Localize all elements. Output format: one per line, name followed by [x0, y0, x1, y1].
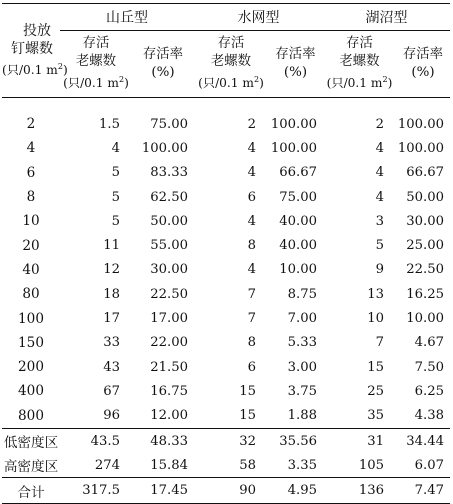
table-body	[2, 98, 450, 504]
header-line: (%)	[151, 65, 175, 80]
cell-survival-rate: 4.95	[268, 478, 323, 503]
cell-survival-count: 43	[103, 359, 120, 375]
cell-survival-rate: 16.25	[406, 286, 444, 302]
table-row	[2, 136, 450, 160]
header-line: (只/0.1 m	[63, 76, 119, 91]
cell-survival-rate: 75.00	[150, 116, 188, 132]
header-survival-count	[57, 31, 132, 98]
table-row	[2, 355, 450, 379]
row-label: 低密度区	[2, 428, 60, 453]
cell-survival-count: 7	[247, 286, 256, 302]
row-label: 8	[26, 189, 36, 206]
cell-survival-count: 9	[375, 262, 384, 278]
table-row	[2, 404, 450, 429]
cell-survival-rate: 6.07	[414, 457, 444, 473]
cell-survival-count: 6	[247, 359, 256, 375]
cell-survival-rate: 100.00	[270, 116, 317, 132]
cell-survival-count: 8	[247, 335, 256, 351]
table-row	[2, 478, 450, 503]
header-row-groups	[2, 4, 450, 31]
header-placed-snails	[2, 4, 68, 98]
header-line: 存活	[346, 36, 373, 52]
header-survival-count	[194, 31, 268, 98]
cell-survival-rate: 22.50	[406, 262, 444, 278]
cell-survival-count: 5	[375, 238, 384, 254]
row-label: 2	[26, 116, 36, 133]
header-survival-rate	[132, 31, 194, 98]
cell-survival-count: 105	[358, 457, 384, 473]
cell-survival-count: 7	[247, 311, 256, 327]
cell-survival-rate: 15.84	[150, 457, 188, 473]
table-row	[2, 282, 450, 306]
row-label: 80	[22, 286, 40, 303]
row-label: 800	[18, 407, 44, 424]
row-label: 高密度区	[3, 459, 59, 476]
cell-survival-count: 90	[194, 478, 268, 503]
survival-table	[2, 3, 450, 504]
header-line: (%)	[411, 65, 435, 80]
table-row	[2, 306, 450, 330]
header-survival-count	[323, 31, 396, 98]
cell-survival-count: 5	[111, 189, 120, 205]
header-line: 投放	[23, 22, 51, 39]
row-label: 4	[26, 140, 36, 157]
header-line: )	[387, 76, 393, 91]
cell-survival-rate: 3.00	[287, 359, 317, 375]
cell-survival-count: 15	[367, 359, 384, 375]
cell-survival-count: 67	[103, 383, 120, 399]
cell-survival-rate: 100.00	[397, 140, 444, 156]
header-line: )	[259, 76, 264, 91]
cell-survival-rate: 7.00	[287, 311, 317, 327]
table-row	[2, 428, 450, 453]
cell-survival-count: 2	[375, 116, 384, 132]
cell-survival-count: 4	[375, 165, 384, 181]
table-row	[2, 185, 450, 209]
cell-survival-count: 33	[103, 335, 120, 351]
row-label: 20	[22, 237, 40, 254]
cell-survival-count: 5	[111, 165, 120, 181]
cell-survival-rate: 83.33	[150, 165, 188, 181]
cell-survival-count: 43.5	[60, 428, 132, 453]
cell-survival-rate: 4.38	[414, 408, 444, 424]
cell-survival-rate: 55.00	[150, 238, 188, 254]
cell-survival-count: 15	[239, 383, 256, 399]
cell-survival-count: 13	[367, 286, 384, 302]
cell-survival-count: 4	[247, 165, 256, 181]
cell-survival-count: 12	[103, 262, 120, 278]
cell-survival-count: 1.5	[99, 116, 120, 132]
cell-survival-rate: 40.00	[279, 213, 317, 229]
cell-survival-count: 2	[247, 116, 256, 132]
header-line: (只/0.1 m	[326, 76, 383, 91]
cell-survival-rate: 40.00	[279, 238, 317, 254]
header-survival-rate	[268, 31, 323, 98]
header-line: 老螺数	[339, 54, 380, 70]
cell-survival-count: 15	[239, 408, 256, 424]
cell-survival-rate: 75.00	[279, 189, 317, 205]
row-label: 200	[18, 359, 44, 376]
cell-survival-rate: 1.88	[287, 408, 317, 424]
table-row	[2, 258, 450, 282]
cell-survival-rate: 7.50	[414, 359, 444, 375]
header-line: 存活	[82, 36, 110, 52]
cell-survival-rate: 30.00	[150, 262, 188, 278]
cell-survival-rate: 17.00	[150, 311, 188, 327]
header-line: (只/0.1 m	[198, 76, 254, 91]
cell-survival-rate: 6.25	[414, 383, 444, 399]
header-superscript: 2	[57, 61, 63, 71]
cell-survival-rate: 100.00	[397, 116, 444, 132]
cell-survival-rate: 100.00	[141, 140, 188, 156]
header-group-water-network: 水网型	[194, 4, 323, 31]
cell-survival-count: 18	[103, 286, 120, 302]
header-line: 钉螺数	[11, 40, 53, 57]
header-line: 存活率	[275, 47, 316, 62]
cell-survival-count: 3	[375, 213, 384, 229]
cell-survival-rate: 7.47	[396, 478, 450, 503]
header-line: )	[62, 63, 68, 78]
header-superscript: 2	[119, 75, 125, 85]
cell-survival-rate: 35.56	[268, 428, 323, 453]
header-row-subcolumns	[2, 31, 450, 98]
cell-survival-count: 32	[194, 428, 268, 453]
cell-survival-rate: 48.33	[132, 428, 194, 453]
cell-survival-count: 317.5	[60, 478, 132, 503]
row-label: 40	[22, 261, 40, 278]
cell-survival-rate: 10.00	[406, 311, 444, 327]
row-label: 400	[18, 383, 44, 400]
cell-survival-count: 5	[111, 213, 120, 229]
row-label: 150	[18, 334, 44, 351]
cell-survival-count: 7	[375, 335, 384, 351]
row-label: 6	[26, 164, 36, 181]
header-line: )	[124, 76, 129, 91]
cell-survival-count: 4	[247, 213, 256, 229]
cell-survival-count: 8	[247, 238, 256, 254]
cell-survival-count: 4	[375, 189, 384, 205]
cell-survival-rate: 3.35	[287, 457, 317, 473]
cell-survival-rate: 8.75	[287, 286, 317, 302]
cell-survival-rate: 5.33	[287, 335, 317, 351]
cell-survival-count: 58	[239, 457, 256, 473]
table-row	[2, 379, 450, 403]
cell-survival-rate: 22.50	[150, 286, 188, 302]
cell-survival-rate: 34.44	[396, 428, 450, 453]
cell-survival-rate: 66.67	[279, 165, 317, 181]
cell-survival-count: 4	[247, 140, 256, 156]
cell-survival-rate: 100.00	[270, 140, 317, 156]
cell-survival-count: 4	[375, 140, 384, 156]
header-line: 存活	[217, 36, 245, 52]
cell-survival-rate: 30.00	[406, 213, 444, 229]
header-survival-rate	[396, 31, 450, 98]
cell-survival-count: 35	[367, 408, 384, 424]
table-row	[2, 233, 450, 257]
cell-survival-rate: 16.75	[150, 383, 188, 399]
header-line: 存活率	[142, 47, 184, 62]
row-label: 100	[18, 310, 44, 327]
cell-survival-rate: 21.50	[150, 359, 188, 375]
header-line: 存活率	[402, 47, 444, 62]
header-superscript: 2	[254, 75, 260, 85]
cell-survival-rate: 50.00	[406, 189, 444, 205]
cell-survival-count: 274	[94, 457, 120, 473]
row-label: 10	[22, 213, 40, 230]
cell-survival-count: 96	[103, 408, 120, 424]
table-row	[2, 453, 450, 478]
table-row	[2, 331, 450, 355]
header-superscript: 2	[382, 75, 388, 85]
table-row	[2, 98, 450, 137]
cell-survival-rate: 17.45	[132, 478, 194, 503]
header-line: 老螺数	[75, 54, 117, 70]
cell-survival-count: 31	[323, 428, 396, 453]
cell-survival-count: 10	[367, 311, 384, 327]
header-group-marshland: 湖沼型	[323, 4, 450, 31]
cell-survival-rate: 3.75	[287, 383, 317, 399]
cell-survival-count: 136	[323, 478, 396, 503]
cell-survival-rate: 62.50	[150, 189, 188, 205]
cell-survival-count: 17	[103, 311, 120, 327]
cell-survival-rate: 12.00	[150, 408, 188, 424]
cell-survival-count: 4	[111, 140, 120, 156]
cell-survival-rate: 25.00	[406, 238, 444, 254]
header-group-hilly: 山丘型	[60, 4, 194, 31]
cell-survival-count: 25	[367, 383, 384, 399]
cell-survival-count: 11	[103, 238, 120, 254]
cell-survival-rate: 22.00	[150, 335, 188, 351]
table-row	[2, 209, 450, 233]
row-label: 合计	[2, 478, 60, 503]
cell-survival-rate: 4.67	[414, 335, 444, 351]
table-header	[2, 4, 450, 98]
cell-survival-count: 4	[247, 262, 256, 278]
cell-survival-rate: 50.00	[150, 213, 188, 229]
cell-survival-rate: 66.67	[406, 165, 444, 181]
header-line: (只/0.1 m	[2, 63, 58, 78]
cell-survival-count: 6	[247, 189, 256, 205]
cell-survival-rate: 10.00	[279, 262, 317, 278]
header-line: (%)	[283, 65, 308, 80]
table-row	[2, 161, 450, 185]
header-line: 老螺数	[210, 54, 252, 70]
